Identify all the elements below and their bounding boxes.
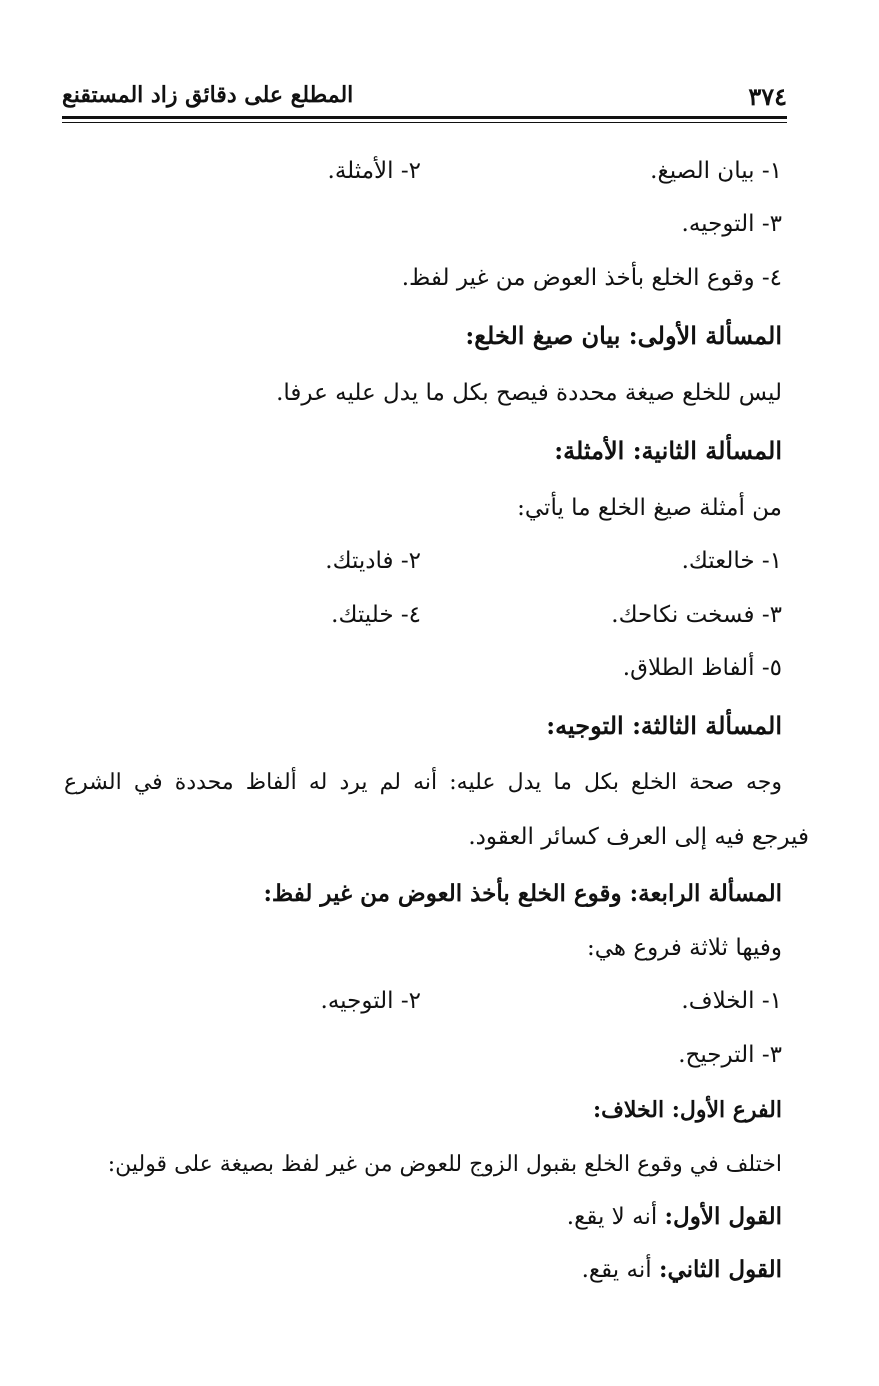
opinion-text: أنه يقع. — [581, 1257, 652, 1283]
header-rule-thin — [62, 122, 787, 123]
list-item: ١- الخلاف. — [681, 988, 782, 1014]
section-heading: المسألة الرابعة: وقوع الخلع بأخذ العوض من غير لفظ: — [263, 880, 782, 907]
subsection-heading: الفرع الأول: الخلاف: — [593, 1097, 782, 1123]
list-item: ٢- التوجيه. — [320, 988, 421, 1014]
section-heading: المسألة الأولى: بيان صيغ الخلع: — [465, 321, 782, 350]
list-item: ٣- التوجيه. — [681, 211, 782, 237]
list-item: ١- بيان الصيغ. — [650, 158, 782, 184]
paragraph: فيرجع فيه إلى العرف كسائر العقود. — [468, 824, 809, 850]
paragraph: ليس للخلع صيغة محددة فيصح بكل ما يدل عليه عرفا. — [276, 380, 782, 406]
book-title: المطلع على دقائق زاد المستقنع — [62, 82, 354, 108]
opinion-label: القول الأول: — [664, 1203, 782, 1230]
opinion-line — [567, 1203, 782, 1232]
list-item: ٢- الأمثلة. — [327, 158, 421, 184]
opinion-text: أنه لا يقع. — [566, 1204, 658, 1230]
list-item: ٤- وقوع الخلع بأخذ العوض من غير لفظ. — [401, 265, 782, 291]
page-number: ٣٧٤ — [748, 82, 787, 111]
paragraph: من أمثلة صيغ الخلع ما يأتي: — [517, 495, 782, 521]
paragraph: اختلف في وقوع الخلع بقبول الزوج للعوض من غير لفظ بصيغة على قولين: — [107, 1152, 782, 1177]
opinion-line — [582, 1256, 782, 1285]
header-rule-thick — [62, 116, 787, 119]
list-item: ٢- فاديتك. — [325, 548, 421, 574]
list-item: ٥- ألفاظ الطلاق. — [622, 655, 782, 681]
paragraph: وجه صحة الخلع بكل ما يدل عليه: أنه لم يرد له ألفاظ محددة في الشرع — [64, 770, 782, 795]
running-header — [62, 82, 787, 116]
list-item: ٤- خليتك. — [331, 602, 421, 628]
section-heading: المسألة الثانية: الأمثلة: — [554, 436, 782, 465]
opinion-label: القول الثاني: — [658, 1256, 782, 1283]
section-heading: المسألة الثالثة: التوجيه: — [546, 711, 782, 740]
paragraph: وفيها ثلاثة فروع هي: — [586, 935, 782, 961]
list-item: ٣- الترجيح. — [678, 1042, 782, 1068]
list-item: ٣- فسخت نكاحك. — [611, 602, 782, 628]
list-item: ١- خالعتك. — [681, 548, 782, 574]
